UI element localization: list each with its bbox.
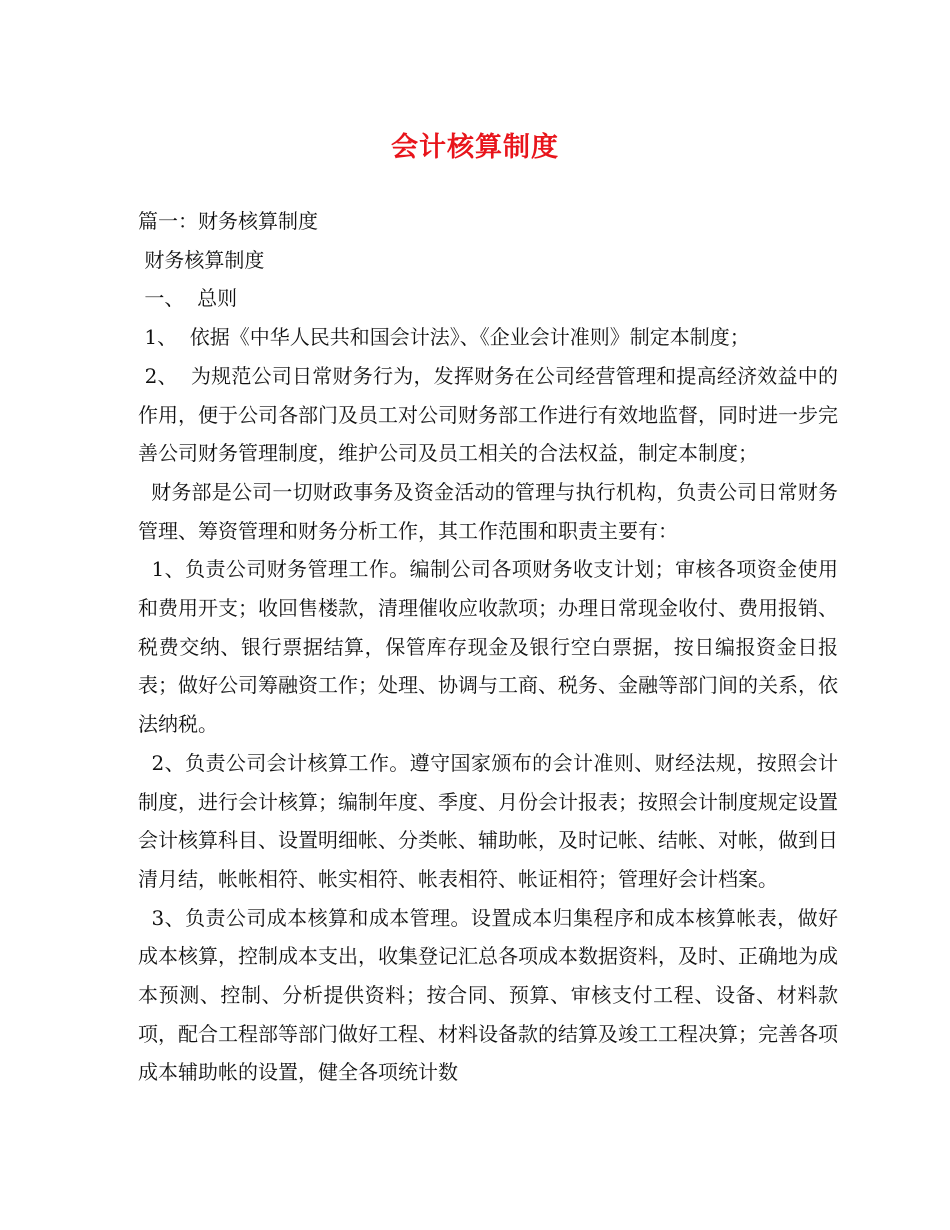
- document-body: [138, 202, 838, 1092]
- paragraph: 财务部是公司一切财政事务及资金活动的管理与执行机构，负责公司日常财务管理、筹资管理和财务分析工作，其工作范围和职责主要有：: [138, 479, 839, 543]
- paragraph: 3、负责公司成本核算和成本管理。设置成本归集程序和成本核算帐表，做好成本核算，控制成本支出，收集登记汇总各项成本数据资料，及时、正确地为成本预测、控制、分析提供资料；按合同、预算、审核支付工程、设备、材料款项，配合工程部等部门做好工程、材料设备款的结算及竣工工程决算；完善各项成本辅助帐的设置，健全各项统计数: [138, 905, 838, 1085]
- subsection-heading: 财务核算制度: [138, 247, 265, 272]
- paragraph: 2、负责公司会计核算工作。遵守国家颁布的会计准则、财经法规，按照会计制度，进行会计核算；编制年度、季度、月份会计报表；按照会计制度规定设置会计核算科目、设置明细帐、分类帐、辅助帐，及时记帐、结帐、对帐，做到日清月结，帐帐相符、帐实相符、帐表相符、帐证相符；管理好会计档案。: [138, 750, 838, 891]
- paragraph: 2、 为规范公司日常财务行为，发挥财务在公司经营管理和提高经济效益中的作用，便于公司各部门及员工对公司财务部工作进行有效地监督，同时进一步完善公司财务管理制度，维护公司及员工相关的合法权益，制定本制度；: [138, 363, 838, 466]
- paragraph: 1、 依据《中华人民共和国会计法》、《企业会计准则》制定本制度；: [138, 325, 750, 350]
- document-title: 会计核算制度: [391, 132, 559, 163]
- paragraph: 1、负责公司财务管理工作。编制公司各项财务收支计划；审核各项资金使用和费用开支；收回售楼款，清理催收应收款项；办理日常现金收付、费用报销、税费交纳、银行票据结算，保管库存现金及银行空白票据，按日编报资金日报表；做好公司筹融资工作；处理、协调与工商、税务、金融等部门间的关系，依法纳税。: [138, 557, 838, 737]
- section-heading: 篇一：财务核算制度: [138, 209, 318, 233]
- chapter-heading: 一、 总则: [138, 286, 238, 311]
